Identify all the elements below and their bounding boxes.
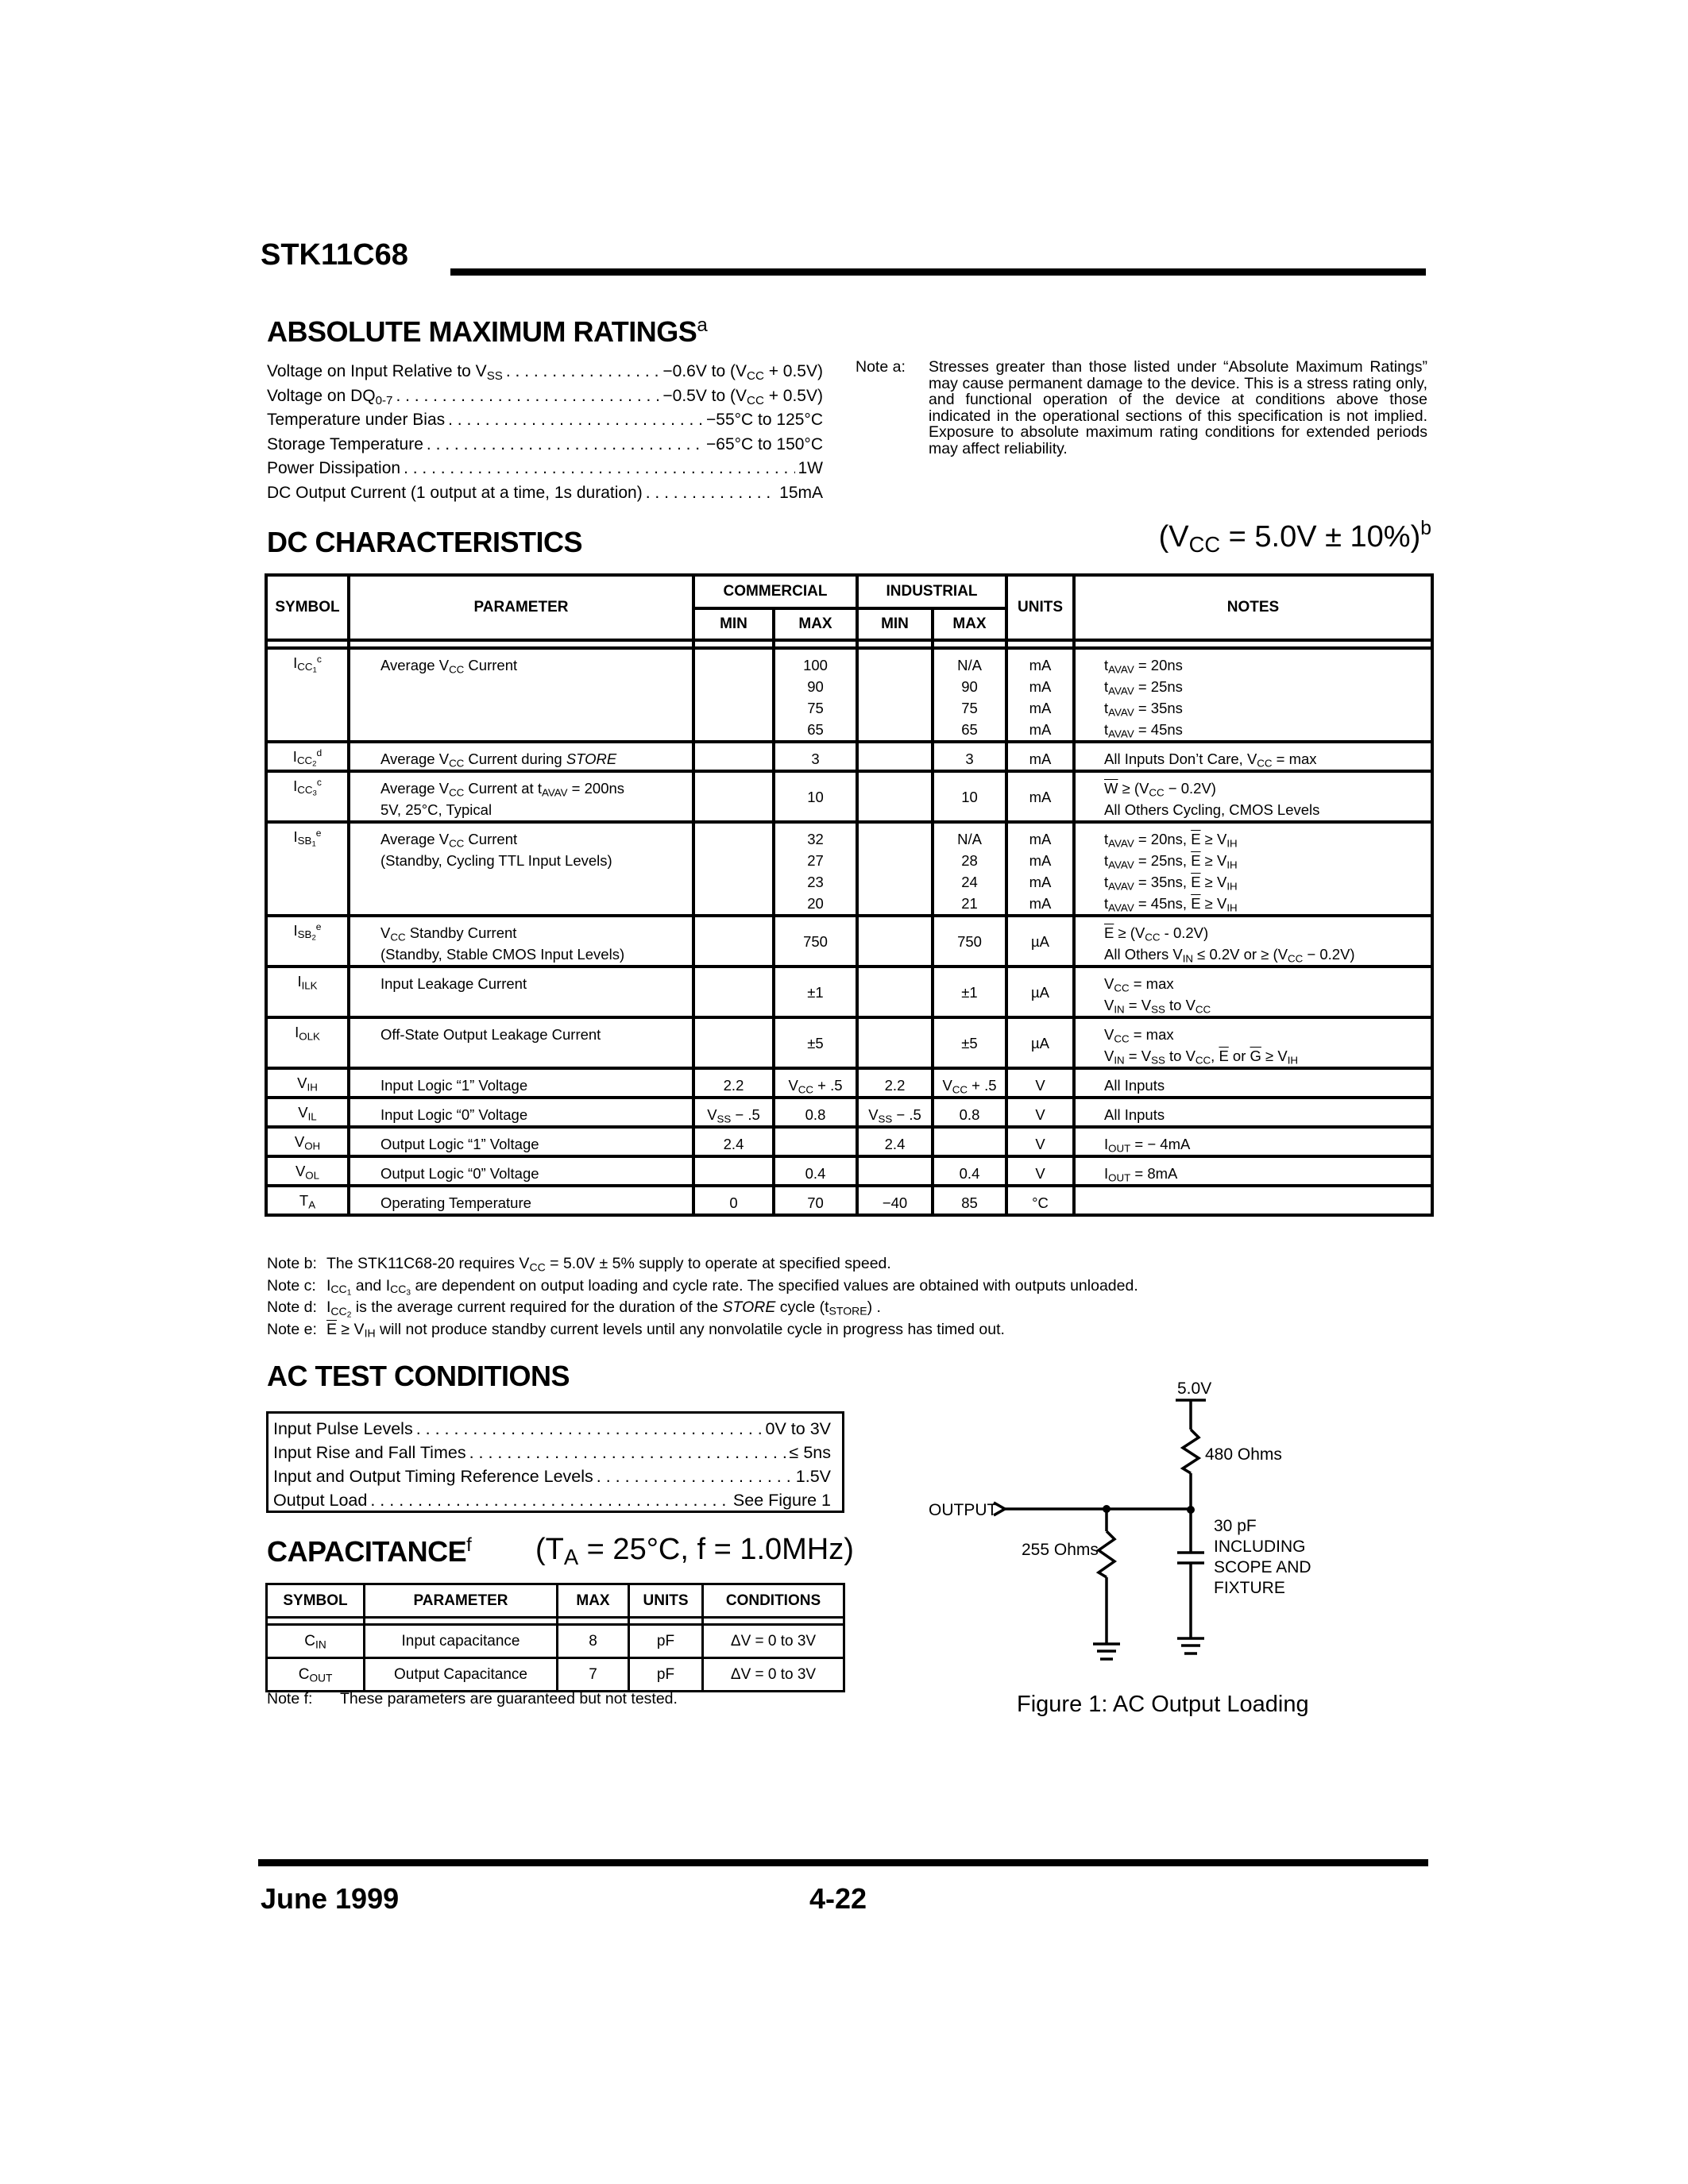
footer-date: June 1999: [261, 1882, 400, 1915]
footnote-text: $I_{CC_2}$ is the average current required for the duration of the STORE cycle $(t_{STORE})$ .: [326, 1298, 881, 1320]
col-com-max: MAX: [774, 608, 857, 640]
col-symbol: SYMBOL: [266, 575, 349, 640]
cell-com-min: [693, 648, 774, 742]
cell-ind-max: ±5: [933, 1017, 1006, 1068]
cell-com-max: ±5: [774, 1017, 857, 1068]
cell-com-max: 750: [774, 916, 857, 967]
cell-ind-min: 2.4: [857, 1127, 933, 1156]
cell-ind-max: ±1: [933, 967, 1006, 1017]
ac-condition-value: ≤ 5ns: [789, 1443, 831, 1462]
cell-symbol: $V_{OL}$: [266, 1156, 349, 1186]
note-a: [856, 359, 1427, 457]
col-notes: NOTES: [1074, 575, 1432, 640]
cell-units: pF: [629, 1625, 703, 1658]
note-label: Note a:: [856, 358, 906, 376]
cell-com-min: [693, 1156, 774, 1186]
cell-com-min: [693, 916, 774, 967]
amr-list: [267, 360, 823, 505]
cell-units: µA: [1006, 1017, 1074, 1068]
cell-parameter: Output Capacitance: [365, 1658, 558, 1692]
output-label: OUTPUT: [929, 1501, 998, 1519]
ac-condition-value: 1.5V: [795, 1467, 831, 1486]
cell-symbol: $V_{IL}$: [266, 1098, 349, 1127]
cell-symbol: $C_{OUT}$: [267, 1658, 365, 1692]
cell-ind-min: [857, 1017, 933, 1068]
capacitance-title: CAPACITANCE$^f$: [267, 1534, 472, 1568]
table-row: [266, 771, 1432, 822]
rating-row: [267, 384, 823, 409]
cell-ind-min: 2.2: [857, 1068, 933, 1098]
cell-com-min: [693, 771, 774, 822]
cell-notes: $t_{AVAV} = 20ns$, $\overline{E} \ge V_{IH}$ $t_{AVAV} = 25ns$, $\overline{E} \ge V_{IH}$ $t_{AVAV} = 35ns$, $\overline{E} \ge V_{IH}$ $t_{AVAV} = 45ns$, $\overline{E} \ge V_{IH}$: [1074, 822, 1432, 916]
junction-dot: [1103, 1505, 1111, 1513]
rating-row: [267, 408, 823, 433]
cell-symbol: $I_{CC_3}^c$: [266, 771, 349, 822]
cell-ind-min: −40: [857, 1186, 933, 1215]
ac-test-conditions-title: AC TEST CONDITIONS: [267, 1360, 570, 1392]
ac-condition-value: 0V to 3V: [765, 1419, 831, 1438]
capacitance-condition: ($T_A = 25^\circ C$, f = 1.0MHz): [535, 1533, 854, 1569]
header-rule: [450, 268, 1426, 276]
cell-com-min: 2.2: [693, 1068, 774, 1098]
cell-ind-min: [857, 742, 933, 771]
cell-parameter: Input Leakage Current: [349, 967, 693, 1017]
ac-condition-label: Input Rise and Fall Times: [273, 1443, 466, 1462]
cap-label-4: FIXTURE: [1214, 1579, 1285, 1597]
leader-dots: [469, 1441, 786, 1464]
cell-com-max: 0.8: [774, 1098, 857, 1127]
cell-notes: $\overline{E} \ge (V_{CC} - 0.2V)$ All Others $V_{IN} \le 0.2V$ or ≥ $(V_{CC} - 0.2V)$: [1074, 916, 1432, 967]
cell-max: 7: [558, 1658, 629, 1692]
footnote-label: Note c:: [267, 1276, 316, 1295]
cell-parameter: $V_{CC}$ Standby Current (Standby, Stable CMOS Input Levels): [349, 916, 693, 967]
note-text: Stresses greater than those listed under “Absolute Maximum Ratings” may cause permanent damage to the device. This is a stress rating only, and functional operation of the device at conditions above those indicated in the operational sections of this specification is not implied. Exposure to absolute maximum rating conditions for extended periods may affect reliability.: [929, 358, 1427, 457]
dc-characteristics-title: DC CHARACTERISTICS: [267, 526, 583, 558]
footnote: [267, 1319, 1138, 1341]
figure-caption: Figure 1: AC Output Loading: [1017, 1692, 1309, 1717]
cell-com-min: [693, 822, 774, 916]
footnote-label: Note b:: [267, 1255, 317, 1272]
cap-col-header: CONDITIONS: [703, 1584, 844, 1618]
table-row: [266, 916, 1432, 967]
capacitance-table: [265, 1583, 845, 1692]
cell-max: 8: [558, 1625, 629, 1658]
cell-ind-max: 0.8: [933, 1098, 1006, 1127]
leader-dots: [427, 433, 703, 457]
cell-conditions: ΔV = 0 to 3V: [703, 1658, 844, 1692]
cell-notes: $V_{CC} = \max$ $V_{IN} = V_{SS}$ to $V_{CC}$: [1074, 967, 1432, 1017]
cell-com-min: [693, 742, 774, 771]
cap-label-2: INCLUDING: [1214, 1538, 1306, 1556]
cell-units: °C: [1006, 1186, 1074, 1215]
supply-label: 5.0V: [1177, 1379, 1212, 1398]
cell-com-min: 2.4: [693, 1127, 774, 1156]
cell-com-max: 3: [774, 742, 857, 771]
cap-col-header: UNITS: [629, 1584, 703, 1618]
table-row: [266, 822, 1432, 916]
pullup-resistor-icon: [1183, 1430, 1199, 1473]
ac-condition-row: [273, 1488, 831, 1512]
leader-dots: [416, 1417, 763, 1441]
leader-dots: [597, 1464, 793, 1488]
rating-value: −65°C to 150°C: [706, 434, 823, 453]
table-row: [266, 967, 1432, 1017]
rating-row: [267, 433, 823, 457]
cell-ind-min: [857, 822, 933, 916]
pulldown-resistor-icon: [1099, 1531, 1114, 1577]
document-part-number: STK11C68: [261, 238, 408, 272]
cell-ind-min: [857, 1156, 933, 1186]
table-row: [267, 1625, 844, 1658]
cell-parameter: Average $V_{CC}$ Current during STORE: [349, 742, 693, 771]
cell-notes: All Inputs: [1074, 1098, 1432, 1127]
col-ind-min: MIN: [857, 608, 933, 640]
cell-ind-min: [857, 916, 933, 967]
cell-units: V: [1006, 1098, 1074, 1127]
cell-parameter: Average $V_{CC}$ Current at $t_{AVAV} = 200ns$ 5V, 25°C, Typical: [349, 771, 693, 822]
rating-label: Temperature under Bias: [267, 411, 446, 429]
dc-characteristics-condition: $(V_{CC} = 5.0V \pm 10\%)^b$: [1158, 518, 1431, 557]
rating-value: 1W: [798, 459, 823, 477]
footnote-text: $\overline{E} \ge V_{IH}$ will not produce standby current levels until any nonvolatile cycle in progress has timed out.: [326, 1320, 1005, 1339]
ac-condition-row: [273, 1441, 831, 1464]
ac-output-loading-schematic: [914, 1366, 1422, 1731]
cell-ind-min: [857, 771, 933, 822]
cell-symbol: $I_{ILK}$: [266, 967, 349, 1017]
rating-value: −0.5V to $(V_{CC} + 0.5V)$: [662, 386, 823, 407]
footnote: [267, 1253, 1138, 1275]
col-units: UNITS: [1006, 575, 1074, 640]
cell-symbol: $I_{OLK}$: [266, 1017, 349, 1068]
cell-symbol: $V_{OH}$: [266, 1127, 349, 1156]
table-row: [266, 742, 1432, 771]
dc-characteristics-table: [265, 573, 1434, 1217]
leader-dots: [646, 481, 776, 506]
footnote: [267, 1297, 1138, 1319]
cell-ind-min: [857, 648, 933, 742]
note-label: Note f:: [267, 1690, 313, 1707]
cell-units: V: [1006, 1127, 1074, 1156]
cell-units: pF: [629, 1658, 703, 1692]
cell-symbol: $I_{CC_2}^d$: [266, 742, 349, 771]
cell-ind-min: $V_{SS} - .5$: [857, 1098, 933, 1127]
cell-notes: $\overline{W} \ge (V_{CC} - 0.2V)$ All Others Cycling, CMOS Levels: [1074, 771, 1432, 822]
ac-condition-row: [273, 1417, 831, 1441]
footnote: [267, 1275, 1138, 1298]
cap-col-header: MAX: [558, 1584, 629, 1618]
ac-condition-value: See Figure 1: [732, 1491, 831, 1510]
footer-rule: [258, 1859, 1428, 1866]
cell-ind-max: N/A 90 75 65: [933, 648, 1006, 742]
table-row: [266, 1098, 1432, 1127]
footnote-text: The STK11C68-20 requires $V_{CC} = 5.0V \pm 5\%$ supply to operate at specified speed.: [326, 1255, 891, 1274]
footnote-text: $I_{CC_1}$ and $I_{CC_3}$ are dependent on output loading and cycle rate. The specified values are obtained with outputs unloaded.: [326, 1276, 1138, 1298]
amr-title: ABSOLUTE MAXIMUM RATINGS$^a$: [267, 314, 708, 348]
table-row: [266, 1186, 1432, 1215]
rating-label: Storage Temperature: [267, 434, 423, 453]
cell-symbol: $I_{SB_2}^e$: [266, 916, 349, 967]
cell-units: mA mA mA mA: [1006, 648, 1074, 742]
junction-dot: [1187, 1506, 1195, 1514]
rating-row: [267, 457, 823, 481]
cell-com-max: [774, 1127, 857, 1156]
cell-notes: $t_{AVAV} = 20ns$ $t_{AVAV} = 25ns$ $t_{AVAV} = 35ns$ $t_{AVAV} = 45ns$: [1074, 648, 1432, 742]
cell-symbol: $T_A$: [266, 1186, 349, 1215]
cell-units: V: [1006, 1156, 1074, 1186]
cap-col-header: SYMBOL: [267, 1584, 365, 1618]
cell-parameter: Input Logic “0” Voltage: [349, 1098, 693, 1127]
table-row: [266, 1068, 1432, 1098]
col-parameter: PARAMETER: [349, 575, 693, 640]
leader-dots: [370, 1488, 730, 1512]
cell-ind-max: 750: [933, 916, 1006, 967]
table-row: [266, 1156, 1432, 1186]
cap-label-3: SCOPE AND: [1214, 1558, 1311, 1576]
cell-parameter: Off-State Output Leakage Current: [349, 1017, 693, 1068]
cell-com-max: 100 90 75 65: [774, 648, 857, 742]
pullup-label: 480 Ohms: [1205, 1445, 1282, 1464]
cell-com-max: 70: [774, 1186, 857, 1215]
cell-parameter: Operating Temperature: [349, 1186, 693, 1215]
table-row: [267, 1658, 844, 1692]
cell-com-min: [693, 967, 774, 1017]
rating-label: Voltage on Input Relative to $V_{SS}$: [267, 362, 503, 383]
leader-dots: [404, 457, 794, 481]
cell-conditions: ΔV = 0 to 3V: [703, 1625, 844, 1658]
rating-value: 15mA: [779, 483, 823, 502]
cell-com-min: $V_{SS} - .5$: [693, 1098, 774, 1127]
cell-parameter: Output Logic “0” Voltage: [349, 1156, 693, 1186]
cell-units: µA: [1006, 967, 1074, 1017]
rating-value: −55°C to 125°C: [706, 411, 823, 429]
col-com-min: MIN: [693, 608, 774, 640]
cell-notes: [1074, 1186, 1432, 1215]
note-text: These parameters are guaranteed but not tested.: [340, 1690, 678, 1707]
cell-ind-max: 85: [933, 1186, 1006, 1215]
cell-ind-min: [857, 967, 933, 1017]
dc-notes: [267, 1253, 1138, 1341]
cell-symbol: $C_{IN}$: [267, 1625, 365, 1658]
cell-parameter: Average $V_{CC}$ Current: [349, 648, 693, 742]
table-row: [266, 1017, 1432, 1068]
cell-ind-max: [933, 1127, 1006, 1156]
cell-symbol: $V_{IH}$: [266, 1068, 349, 1098]
cell-ind-max: 3: [933, 742, 1006, 771]
cap-label-1: 30 pF: [1214, 1517, 1257, 1535]
cell-notes: All Inputs: [1074, 1068, 1432, 1098]
cell-ind-max: N/A 28 24 21: [933, 822, 1006, 916]
rating-label: Power Dissipation: [267, 459, 401, 477]
cell-units: V: [1006, 1068, 1074, 1098]
table-row: [266, 1127, 1432, 1156]
cell-com-max: 32 27 23 20: [774, 822, 857, 916]
footnote-label: Note e:: [267, 1320, 317, 1338]
cell-parameter: Input Logic “1” Voltage: [349, 1068, 693, 1098]
cell-ind-max: 10: [933, 771, 1006, 822]
cell-units: mA: [1006, 742, 1074, 771]
cell-com-max: ±1: [774, 967, 857, 1017]
cell-ind-max: $V_{CC} + .5$: [933, 1068, 1006, 1098]
cell-notes: $V_{CC} = \max$ $V_{IN} = V_{SS}$ to $V_{CC}$, $\overline{E}$ or $\overline{G} \ge V_{IH}$: [1074, 1017, 1432, 1068]
col-ind-max: MAX: [933, 608, 1006, 640]
cell-symbol: $I_{SB_1}^e$: [266, 822, 349, 916]
rating-row: [267, 481, 823, 506]
ac-condition-label: Output Load: [273, 1491, 368, 1510]
cell-notes: All Inputs Don’t Care, $V_{CC} = \max$: [1074, 742, 1432, 771]
ac-test-conditions-box: [266, 1411, 844, 1513]
footer-page-number: 4-22: [809, 1882, 867, 1915]
leader-dots: [506, 360, 660, 384]
cell-com-max: 10: [774, 771, 857, 822]
pulldown-label: 255 Ohms: [1022, 1541, 1099, 1559]
cell-com-max: 0.4: [774, 1156, 857, 1186]
col-commercial: COMMERCIAL: [693, 575, 857, 608]
cell-com-min: [693, 1017, 774, 1068]
ac-condition-row: [273, 1464, 831, 1488]
cell-notes: $I_{OUT} = 8mA$: [1074, 1156, 1432, 1186]
leader-dots: [396, 384, 659, 409]
cell-units: mA mA mA mA: [1006, 822, 1074, 916]
cell-ind-max: 0.4: [933, 1156, 1006, 1186]
footnote-label: Note d:: [267, 1298, 317, 1316]
cell-parameter: Average $V_{CC}$ Current (Standby, Cycling TTL Input Levels): [349, 822, 693, 916]
cell-units: mA: [1006, 771, 1074, 822]
ac-condition-label: Input and Output Timing Reference Levels: [273, 1467, 593, 1486]
rating-row: [267, 360, 823, 384]
ac-condition-label: Input Pulse Levels: [273, 1419, 413, 1438]
leader-dots: [448, 408, 703, 433]
cell-com-max: $V_{CC} + .5$: [774, 1068, 857, 1098]
rating-label: Voltage on $DQ_{0-7}$: [267, 386, 393, 407]
cell-parameter: Input capacitance: [365, 1625, 558, 1658]
cell-parameter: Output Logic “1” Voltage: [349, 1127, 693, 1156]
cell-units: µA: [1006, 916, 1074, 967]
cell-symbol: $I_{CC_1}^c$: [266, 648, 349, 742]
cell-notes: $I_{OUT}$ = − 4mA: [1074, 1127, 1432, 1156]
cell-com-min: 0: [693, 1186, 774, 1215]
col-industrial: INDUSTRIAL: [857, 575, 1006, 608]
rating-label: DC Output Current (1 output at a time, 1s duration): [267, 483, 643, 502]
rating-value: −0.6V to $(V_{CC} + 0.5V)$: [662, 362, 823, 383]
note-f: [267, 1690, 678, 1708]
cap-col-header: PARAMETER: [365, 1584, 558, 1618]
table-row: [266, 648, 1432, 742]
